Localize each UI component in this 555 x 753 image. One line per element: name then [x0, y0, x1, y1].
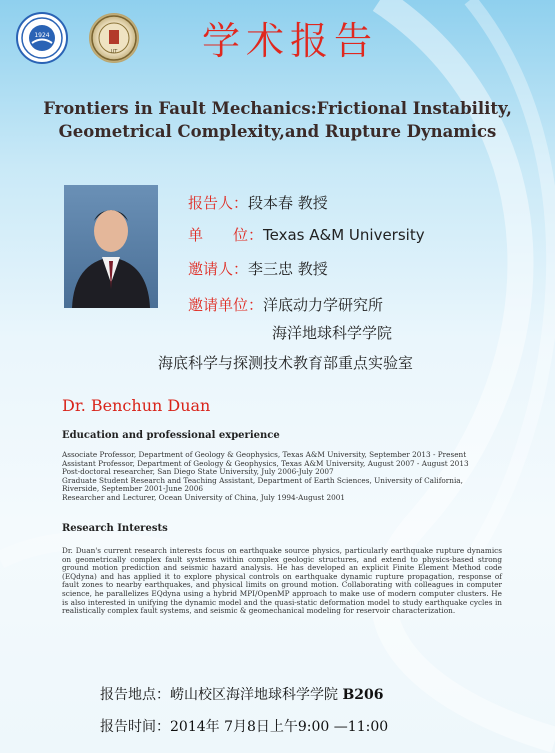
- speaker-name: Dr. Benchun Duan: [62, 396, 211, 415]
- speaker-label: 报告人：: [188, 194, 249, 212]
- location-text: 报告地点：崂山校区海洋地球科学学院: [100, 687, 338, 703]
- host-value-3: 海底科学与探测技术教育部重点实验室: [158, 354, 414, 372]
- education-line: Graduate Student Research and Teaching Assistant, Department of Earth Sciences, University of California,: [62, 475, 463, 485]
- time-row: 报告时间：2014年 7月8日上午9:00 —11:00: [100, 719, 389, 735]
- education-line: Riverside, September 2001-June 2006: [62, 484, 203, 494]
- education-list: [62, 451, 502, 503]
- education-line: Post-doctoral researcher, San Diego State University, July 2006-July 2007: [62, 467, 334, 477]
- university-seal-icon: [20, 16, 64, 60]
- texas-am-seal: [89, 13, 139, 63]
- research-body: [62, 547, 502, 616]
- host-value-1: 洋底动力学研究所: [263, 296, 384, 314]
- unit-label: 单 位：: [188, 226, 264, 244]
- logo1-year: 1924: [34, 32, 50, 39]
- unit-row: [188, 224, 425, 245]
- speaker-photo: [64, 185, 158, 308]
- talk-title: [30, 97, 525, 143]
- inviter-value: 李三忠 教授: [248, 260, 328, 278]
- speaker-value: 段本春 教授: [248, 194, 328, 212]
- logo2-text: UT: [110, 49, 118, 55]
- location-row: [100, 684, 384, 704]
- inviter-row: [188, 258, 328, 279]
- inviter-label: 邀请人：: [188, 260, 249, 278]
- talk-title-line2: Geometrical Complexity,and Rupture Dynamics: [58, 122, 497, 141]
- research-heading: Research Interests: [62, 523, 168, 534]
- unit-value: Texas A&M University: [263, 226, 425, 244]
- page-title: 学术报告: [201, 19, 378, 63]
- ocean-university-logo: [16, 12, 68, 64]
- host-label: 邀请单位：: [188, 296, 264, 314]
- host-row: [188, 294, 383, 315]
- education-heading: Education and professional experience: [62, 430, 280, 441]
- talk-title-line1: Frontiers in Fault Mechanics:Frictional Instability,: [43, 99, 512, 118]
- seal-icon: [89, 13, 139, 63]
- education-line: Associate Professor, Department of Geology & Geophysics, Texas A&M University, September 2013 - Present: [62, 450, 467, 459]
- speaker-row: [188, 192, 328, 213]
- education-line: Assistant Professor, Department of Geology & Geophysics, Texas A&M University, August 2007 - August 2013: [62, 458, 469, 468]
- speaker-portrait-icon: [64, 185, 158, 308]
- host-value-2: 海洋地球科学学院: [272, 324, 393, 342]
- research-paragraph: Dr. Duan's current research interests focus on earthquake source physics, particularly earthquake rupture dynamics on geometrically complex fault systems within complex geologic structures, and extend to physics-based strong ground motion prediction and seismic hazard analysis. He has developed an explicit Finite Element Method code (EQdyna) and has applied it to explore physical controls on earthquake dynamic rupture propagation, response of fault zones to nearby earthquakes, and physical limits on ground motion. Collaborating with colleagues in computer science, he parallelizes EQdyna using a hybrid MPI/OpenMP approach to make use of modern computer clusters. He is also interested in unifying the dynamic model and the quasi-static deformation model to study earthquake cycles in realistically complex fault systems, and seismic & geomechanical modeling for reservoir characterization.: [62, 546, 502, 616]
- location-room: B206: [342, 687, 384, 703]
- education-line: Researcher and Lecturer, Ocean University of China, July 1994-August 2001: [62, 492, 346, 502]
